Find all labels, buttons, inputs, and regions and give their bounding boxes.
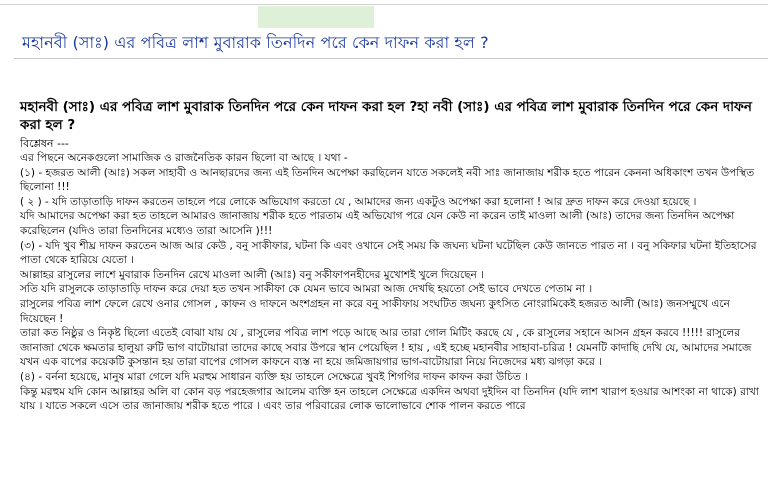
article-body <box>20 98 764 414</box>
paragraph-point-3-funeral: রাসুলের পবিত্র লাশ ফেলে রেখে ওনার গোসল , কাফন ও দাফনে অংশগ্রহন না করে বনু সাকীফায় সংঘটিত জঘন্য কুৎসিত নোংরামিকেই হজরত আলী (আঃ) জনসম্মুখে এনে দিয়েছেন ! <box>20 297 730 325</box>
analysis-label: বিশ্লেষন --- <box>20 137 69 150</box>
paragraph-point-3-truth: সতি যদি রাসুলকে তাড়াতাড়ি দাফন করে দেয়া হত তখন সাকীফা কে যেমন ভাবে আমরা আজ দেখছি হয়তো সেই ভাবে দেখতে পেতাম না । <box>20 283 593 296</box>
paragraph-point-3-cruelty: তারা কত নিষ্ঠুর ও নিকৃষ্ট ছিলো এতেই বোঝা যায় যে , রাসুলের পবিত্র লাশ পড়ে আছে আর তারা গোল মিটিং করছে যে , কে রাসুলের সহানে আসন গ্রহন করবে !!!!! রাসুলের জানাজা থেকে ক্ষমতার হালুয়া রুটি ভাগ বাটোয়ারা তাদের কাছে সবার উপরে স্থান পেয়েছিল ! হায় , এই হচ্ছে মহানবীর সাহাবা-চরিত্র ! যেমনটি কাদাছি দেখি যে, আমাদের সমাজে যখন এক বাপের কয়েকটি কুসন্তান হয় তারা বাপের গোসল কাফনে ব্যস্ত না হয়ে জমিজায়গার ভাগ-বাটোয়ারা নিয়ে নিজেদের মধ্য ঝগড়া করে । <box>20 327 752 369</box>
article-heading: মহানবী (সাঃ) এর পবিত্র লাশ মুবারাক তিনদিন পরে কেন দাফন করা হল ?হা নবী (সাঃ) এর পবিত্র লাশ মুবারাক তিনদিন পরে কেন দাফন করা হল ? <box>20 99 752 133</box>
title-divider <box>14 58 768 59</box>
search-highlight <box>258 6 374 28</box>
page-title[interactable]: মহানবী (সাঃ) এর পবিত্র লাশ মুবারাক তিনদিন পরে কেন দাফন করা হল ? <box>22 33 489 52</box>
paragraph-intro: এর পিছনে অনেকগুলো সামাজিক ও রাজনৈতিক কারন ছিলো বা আছে । যথা - <box>20 152 348 164</box>
paragraph-point-1: (১) - হজরত আলী (আঃ) সকল সাহাবী ও আনছারদের জন্য এই তিনদিন অপেক্ষা করছিলেন যাতে সকলেই নবী সাঃ জানাজায় শরীক হতে পারেন কেননা অধিকাংশ তখন উপস্থিত ছিলোনা !!! <box>20 166 755 194</box>
paragraph-point-4-cont: কিন্তু মরহুম যদি কোন আল্লাহর অলি বা কোন বড় পরহেজগার আলেম ব্যক্তি হন তাহলে সেক্ষেত্রে একদিন অথবা দুইদিন বা তিনদিন (যদি লাশ খারাপ হওয়ার আশংকা না থাকে) রাখা যায় । যাতে সকলে এসে তার জানাজায় শরীক হতে পারে । এবং তার পরিবারের লোক ভালোভাবে শোক পালন করতে পারে <box>20 385 759 413</box>
paragraph-point-3-note: আল্লাহর রাসুলের লাশে মুবারাক তিনদিন রেখে মাওলা আলী (আঃ) বনু সকীফাপনহীদের মুখোশই খুলে দিয়েছেন । <box>20 268 484 281</box>
paragraph-point-2-cont: যদি আমাদের অপেক্ষা করা হত তাহলে আমারও জানাজায় শরীক হতে পারতাম এই অভিযোগ পরে যেন কেউ না করেন তাই মাওলা আলী (আঃ) তাদের জন্য তিনদিন অপেক্ষা করেছিলেন (যদিও তারা তিনদিনের মধ্যেও তারা আসেনি )!!! <box>20 210 735 237</box>
paragraph-point-3: (৩) - যদি খুব শীঘ্র দাফন করতেন আজ আর কেউ , বনু সাকীফার, ঘটনা কি এবং ওখানে সেই সময় কি জঘন্য ঘটনা ঘটেছিল কেউ জানতে পারত না । বনু সকিফার ঘটনা ইতিহাসের পাতা থেকে হারিয়ে যেতো । <box>20 239 757 267</box>
paragraph-point-4: (৪) - বর্ননা হয়েছে, মানুষ মারা গেলে যদি মরহুম সাধারন ব্যক্তি হয় তাহলে সেক্ষেত্রে খুবই শিগগির দাফন কাফন করা উচিত । <box>20 370 528 383</box>
top-divider <box>0 4 768 5</box>
paragraph-point-2: ( ২ ) - যদি তাড়াতাড়ি দাফন করতেন তাহলে পরে লোকে অভিযোগ করতো যে , আমাদের জন্য একটুও অপেক্ষা করা হলোনা ! আর দ্রুত দাফন করে দেওয়া হয়েছে । <box>20 195 697 208</box>
